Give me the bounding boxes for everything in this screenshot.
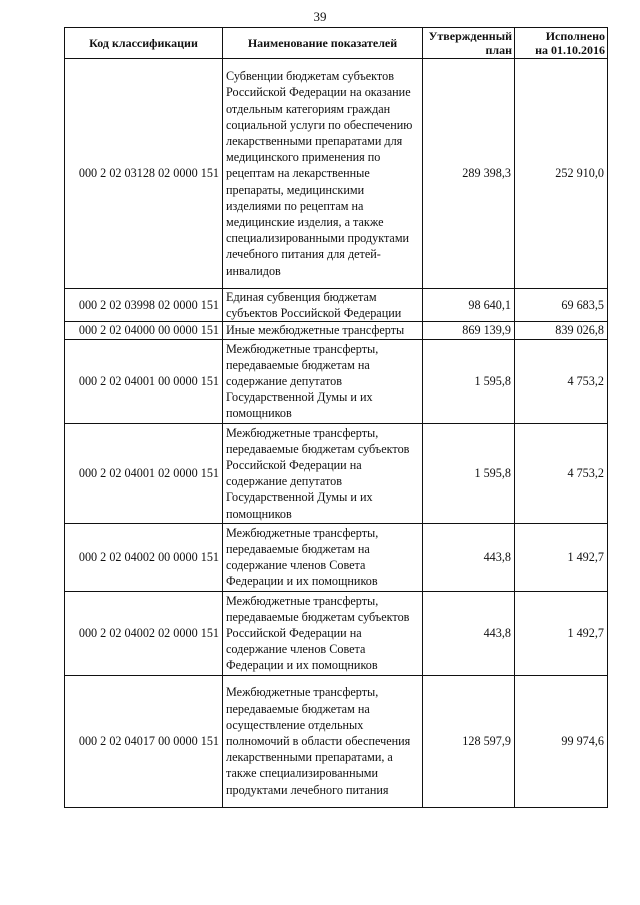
indicator-name-line: Российской Федерации на: [226, 457, 362, 472]
executed-cell: 1 492,7: [515, 591, 608, 675]
indicator-name-line: Межбюджетные трансферты,: [226, 685, 379, 700]
table-header-row: [65, 28, 608, 59]
indicator-name-line: Федерации и их помощников: [226, 574, 378, 589]
indicator-name-cell: [223, 591, 423, 675]
indicator-name-line: специализированными продуктами: [226, 231, 410, 246]
indicator-name-cell: [223, 675, 423, 807]
indicator-name-line: лечебного питания для детей-: [226, 247, 381, 262]
classification-code-cell: 000 2 02 03128 02 0000 151: [65, 59, 223, 289]
indicator-name-line: полномочий в области обеспечения: [226, 734, 411, 748]
indicator-name-line: Российской Федерации на: [226, 626, 362, 640]
indicator-name-line: осуществление отдельных: [226, 717, 364, 732]
indicator-name-line: Межбюджетные трансферты,: [226, 593, 379, 608]
table-row: [65, 59, 608, 289]
indicator-name-line: помощников: [226, 506, 292, 521]
indicator-name-line: содержание депутатов: [226, 374, 342, 388]
indicator-name-cell: [223, 523, 423, 591]
table-row: [65, 675, 608, 807]
indicator-name-line: Федерации и их помощников: [226, 658, 378, 673]
approved-plan-cell: 443,8: [423, 591, 515, 675]
indicator-name-line: Межбюджетные трансферты,: [226, 425, 379, 440]
indicator-name-line: социальной услуги по обеспечению: [226, 117, 413, 132]
executed-cell: 4 753,2: [515, 423, 608, 523]
classification-code-cell: 000 2 02 04017 00 0000 151: [65, 675, 223, 807]
indicator-name-line: Иные межбюджетные трансферты: [226, 323, 405, 338]
header-name: Наименование показателей: [223, 28, 423, 59]
executed-cell: 99 974,6: [515, 675, 608, 807]
indicator-name-line: продуктами лечебного питания: [226, 782, 389, 797]
classification-code-cell: 000 2 02 04002 02 0000 151: [65, 591, 223, 675]
indicator-name-line: Государственной Думы и их: [226, 390, 373, 405]
indicator-name-line: передаваемые бюджетам субъектов: [226, 609, 410, 624]
indicator-name-line: содержание членов Совета: [226, 558, 366, 573]
classification-code-cell: 000 2 02 03998 02 0000 151: [65, 289, 223, 322]
approved-plan-cell: 128 597,9: [423, 675, 515, 807]
indicator-name-line: медицинские изделия, а также: [226, 215, 384, 229]
indicator-name-line: препараты, медицинскими: [226, 182, 365, 197]
indicator-name-line: содержание членов Совета: [226, 642, 366, 657]
classification-code-cell: 000 2 02 04000 00 0000 151: [65, 322, 223, 339]
table-row: [65, 322, 608, 339]
header-done-line1: Исполнено: [545, 29, 605, 43]
indicator-name-line: лекарственными препаратами, а: [226, 750, 393, 765]
table-row: [65, 339, 608, 423]
indicator-name-line: инвалидов: [226, 263, 281, 278]
indicator-name-line: лекарственными препаратами для: [226, 133, 403, 148]
indicator-name-line: передаваемые бюджетам на: [226, 541, 370, 556]
approved-plan-cell: 443,8: [423, 523, 515, 591]
table-row: [65, 423, 608, 523]
indicator-name-line: Российской Федерации на оказание: [226, 85, 411, 100]
table-row: [65, 523, 608, 591]
indicator-name-line: медицинского применения по: [226, 150, 381, 165]
indicator-name-cell: [223, 59, 423, 289]
indicator-name-line: содержание депутатов: [226, 474, 342, 489]
indicator-name-line: передаваемые бюджетам на: [226, 357, 370, 372]
indicator-name-line: передаваемые бюджетам субъектов: [226, 441, 410, 456]
indicator-name-line: Единая субвенция бюджетам: [226, 290, 377, 304]
indicator-name-line: отдельным категориям граждан: [226, 101, 391, 116]
indicator-name-cell: [223, 322, 423, 339]
table-row: [65, 289, 608, 322]
approved-plan-cell: 1 595,8: [423, 339, 515, 423]
header-done: [515, 28, 608, 59]
approved-plan-cell: 98 640,1: [423, 289, 515, 322]
indicator-name-line: субъектов Российской Федерации: [226, 306, 402, 321]
approved-plan-cell: 1 595,8: [423, 423, 515, 523]
executed-cell: 839 026,8: [515, 322, 608, 339]
indicator-name-line: передаваемые бюджетам на: [226, 701, 370, 716]
header-plan: Утвержденный план: [423, 28, 515, 59]
indicator-name-line: Субвенции бюджетам субъектов: [226, 69, 394, 84]
budget-table: [64, 27, 608, 808]
header-code: Код классификации: [65, 28, 223, 59]
indicator-name-line: Государственной Думы и их: [226, 490, 373, 505]
approved-plan-cell: 869 139,9: [423, 322, 515, 339]
executed-cell: 4 753,2: [515, 339, 608, 423]
approved-plan-cell: 289 398,3: [423, 59, 515, 289]
classification-code-cell: 000 2 02 04001 00 0000 151: [65, 339, 223, 423]
indicator-name-cell: [223, 289, 423, 322]
classification-code-cell: 000 2 02 04002 00 0000 151: [65, 523, 223, 591]
classification-code-cell: 000 2 02 04001 02 0000 151: [65, 423, 223, 523]
indicator-name-line: изделиями по рецептам на: [226, 198, 364, 213]
executed-cell: 69 683,5: [515, 289, 608, 322]
executed-cell: 252 910,0: [515, 59, 608, 289]
indicator-name-line: Межбюджетные трансферты,: [226, 525, 379, 540]
executed-cell: 1 492,7: [515, 523, 608, 591]
indicator-name-line: Межбюджетные трансферты,: [226, 341, 379, 356]
indicator-name-cell: [223, 423, 423, 523]
table-row: [65, 591, 608, 675]
indicator-name-cell: [223, 339, 423, 423]
indicator-name-line: рецептам на лекарственные: [226, 166, 370, 181]
indicator-name-line: также специализированными: [226, 766, 379, 781]
page-number: 39: [313, 9, 327, 24]
header-done-line2: на 01.10.2016: [535, 43, 605, 57]
indicator-name-line: помощников: [226, 406, 292, 421]
